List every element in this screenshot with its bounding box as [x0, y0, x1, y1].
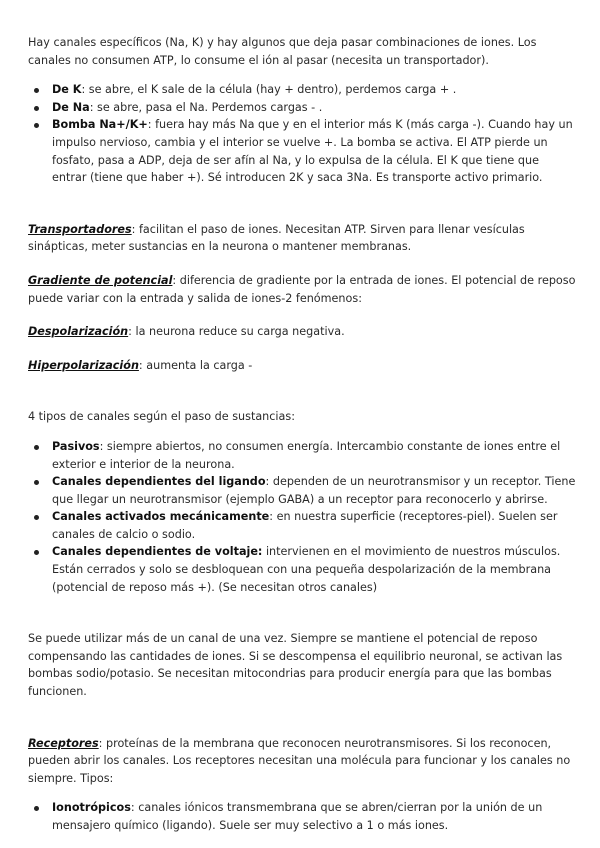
list-item — [28, 438, 576, 473]
definition-receptores — [28, 735, 576, 788]
list-item-text: : en nuestra superficie (receptores-piel). Suelen ser canales de calcio o sodio. — [52, 510, 558, 541]
list-item — [28, 116, 576, 186]
intro-paragraph: Hay canales específicos (Na, K) y hay algunos que deja pasar combinaciones de iones. Los canales no consumen ATP, lo consume el ión al pasar (necesita un transportador). — [28, 36, 537, 67]
definition-text: : proteínas de la membrana que reconocen neurotransmisores. Si los reconocen, pueden abrir los canales. Los receptores necesitan una molécula para funcionar y los canales no siempre. Tipos: — [28, 736, 571, 785]
pump-list — [28, 81, 576, 187]
channels-intro: 4 tipos de canales según el paso de sustancias: — [28, 410, 295, 424]
definition-term: Gradiente de potencial — [28, 273, 173, 287]
list-item — [28, 508, 576, 543]
list-item-term: Bomba Na+/K+ — [52, 118, 148, 132]
list-item-text: : canales iónicos transmembrana que se abren/cierran por la unión de un mensajero químico (ligando). Suele ser muy selectivo a 1 o más iones. — [52, 801, 543, 832]
list-item — [28, 99, 576, 117]
list-item-term: Canales activados mecánicamente — [52, 510, 270, 524]
definition-term: Receptores — [28, 736, 99, 750]
definition-text: : diferencia de gradiente por la entrada de iones. El potencial de reposo puede variar con la entrada y salida de iones-2 fenómenos: — [28, 273, 576, 305]
list-item-text: intervienen en el movimiento de nuestros músculos. Están cerrados y solo se desbloquean con una pequeña despolarización de la membrana (potencial de reposo más +). (Se necesitan otros canales) — [52, 545, 561, 594]
list-item-term: Canales dependientes de voltaje: — [52, 545, 263, 559]
list-item-text: : se abre, el K sale de la célula (hay + dentro), perdemos carga + . — [81, 83, 457, 97]
definition-transportadores — [28, 221, 576, 256]
list-item — [28, 799, 576, 834]
list-item-text: : se abre, pasa el Na. Perdemos cargas - . — [89, 100, 323, 114]
receptor-type-list — [28, 799, 576, 834]
list-item-text: : fuera hay más Na que y en el interior más K (más carga -). Cuando hay un impulso nervioso, cambia y el interior se vuelve +. La bomba se activa. El ATP pierde un fosfato, pasa a ADP, deja de ser afín al Na, y lo expulsa de la célula. El K que tiene que entrar (tiene que haber +). Sé introducen 2K y saca 3Na. Es transporte activo primario. — [52, 118, 573, 185]
list-item-text: : dependen de un neurotransmisor y un receptor. Tiene que llegar un neurotransmisor (ejemplo GABA) a un receptor para reconocerlo y abrirse. — [52, 475, 576, 506]
list-item — [28, 81, 576, 99]
list-item-term: Canales dependientes del ligando — [52, 475, 266, 489]
definition-despolarizacion — [28, 323, 576, 341]
list-item — [28, 473, 576, 508]
list-item-text: : siempre abiertos, no consumen energía. Intercambio constante de iones entre el exterior e interior de la neurona. — [52, 439, 561, 471]
list-item-term: Pasivos — [52, 439, 100, 453]
definition-hiperpolarizacion — [28, 357, 576, 375]
definition-term: Despolarización — [28, 325, 129, 339]
definition-gradiente — [28, 272, 576, 307]
list-item — [28, 543, 576, 596]
channel-list — [28, 438, 576, 596]
list-item-term: De Na — [52, 100, 90, 114]
definition-term: Transportadores — [28, 222, 132, 236]
list-item-term: De K — [52, 83, 82, 97]
definition-text: : facilitan el paso de iones. Necesitan ATP. Sirven para llenar vesículas sinápticas, meter sustancias en la neurona o mantener membranas. — [28, 222, 525, 254]
definition-text: : la neurona reduce su carga negativa. — [128, 325, 345, 339]
definition-term: Hiperpolarización — [28, 358, 139, 372]
definition-text: : aumenta la carga - — [138, 358, 253, 372]
document-page — [28, 34, 576, 835]
summary-paragraph: Se puede utilizar más de un canal de una vez. Siempre se mantiene el potencial de reposo compensando las cantidades de iones. Si se descompensa el equilibrio neuronal, se activan las bombas sodio/potasio. Se necesitan mitocondrias para producir energía para que las bombas funcionen. — [28, 632, 563, 699]
list-item-term: Ionotrópicos — [52, 801, 131, 815]
